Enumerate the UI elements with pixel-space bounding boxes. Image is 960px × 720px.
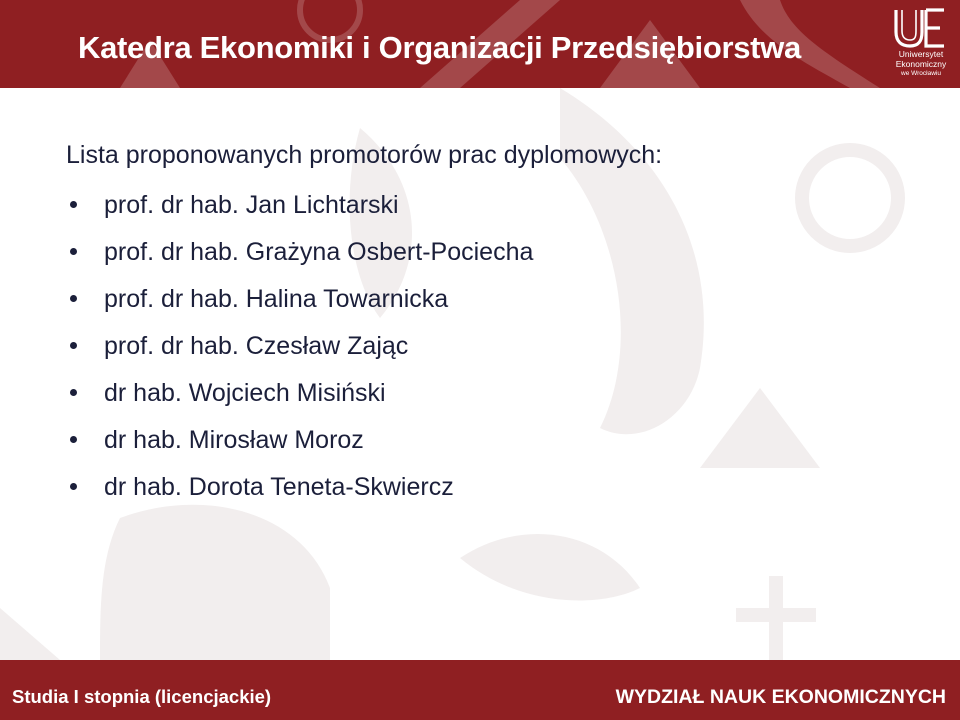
supervisor-name: prof. dr hab. Halina Towarnicka: [104, 285, 449, 313]
list-item: [66, 235, 886, 282]
header-bar: [0, 0, 960, 88]
list-item: [66, 188, 886, 235]
study-level-label: Studia I stopnia (licencjackie): [12, 686, 272, 707]
list-item: [66, 423, 886, 470]
supervisor-name: dr hab. Dorota Teneta-Skwiercz: [104, 473, 454, 501]
supervisor-name: dr hab. Mirosław Moroz: [104, 426, 364, 454]
list-item: [66, 282, 886, 329]
logo-line-3: we Wrocławiu: [901, 70, 941, 77]
university-logo: [886, 6, 956, 82]
footer-bar: [0, 660, 960, 720]
list-item: [66, 329, 886, 376]
bullet-icon: [70, 201, 77, 208]
bullet-icon: [70, 483, 77, 490]
university-logo-icon: [892, 8, 948, 48]
supervisor-name: prof. dr hab. Jan Lichtarski: [104, 191, 399, 219]
list-item: [66, 376, 886, 423]
bullet-icon: [70, 389, 77, 396]
supervisor-name: dr hab. Wojciech Misiński: [104, 379, 386, 407]
university-logo-text: [886, 50, 956, 79]
faculty-name: WYDZIAŁ NAUK EKONOMICZNYCH: [615, 686, 946, 708]
supervisor-name: prof. dr hab. Czesław Zając: [104, 332, 409, 360]
logo-line-2: Ekonomiczny: [895, 58, 947, 69]
supervisor-list: [66, 188, 886, 517]
list-item: [66, 470, 886, 517]
bullet-icon: [70, 436, 77, 443]
bullet-icon: [70, 295, 77, 302]
supervisor-name: prof. dr hab. Grażyna Osbert-Pociecha: [104, 238, 534, 266]
page-title: Katedra Ekonomiki i Organizacji Przedsiębiorstwa: [78, 30, 801, 65]
bullet-icon: [70, 342, 77, 349]
logo-line-1: Uniwersytet: [898, 49, 944, 59]
content-area: [66, 138, 886, 517]
bullet-icon: [70, 248, 77, 255]
intro-text: Lista proponowanych promotorów prac dyplomowych:: [66, 141, 663, 169]
